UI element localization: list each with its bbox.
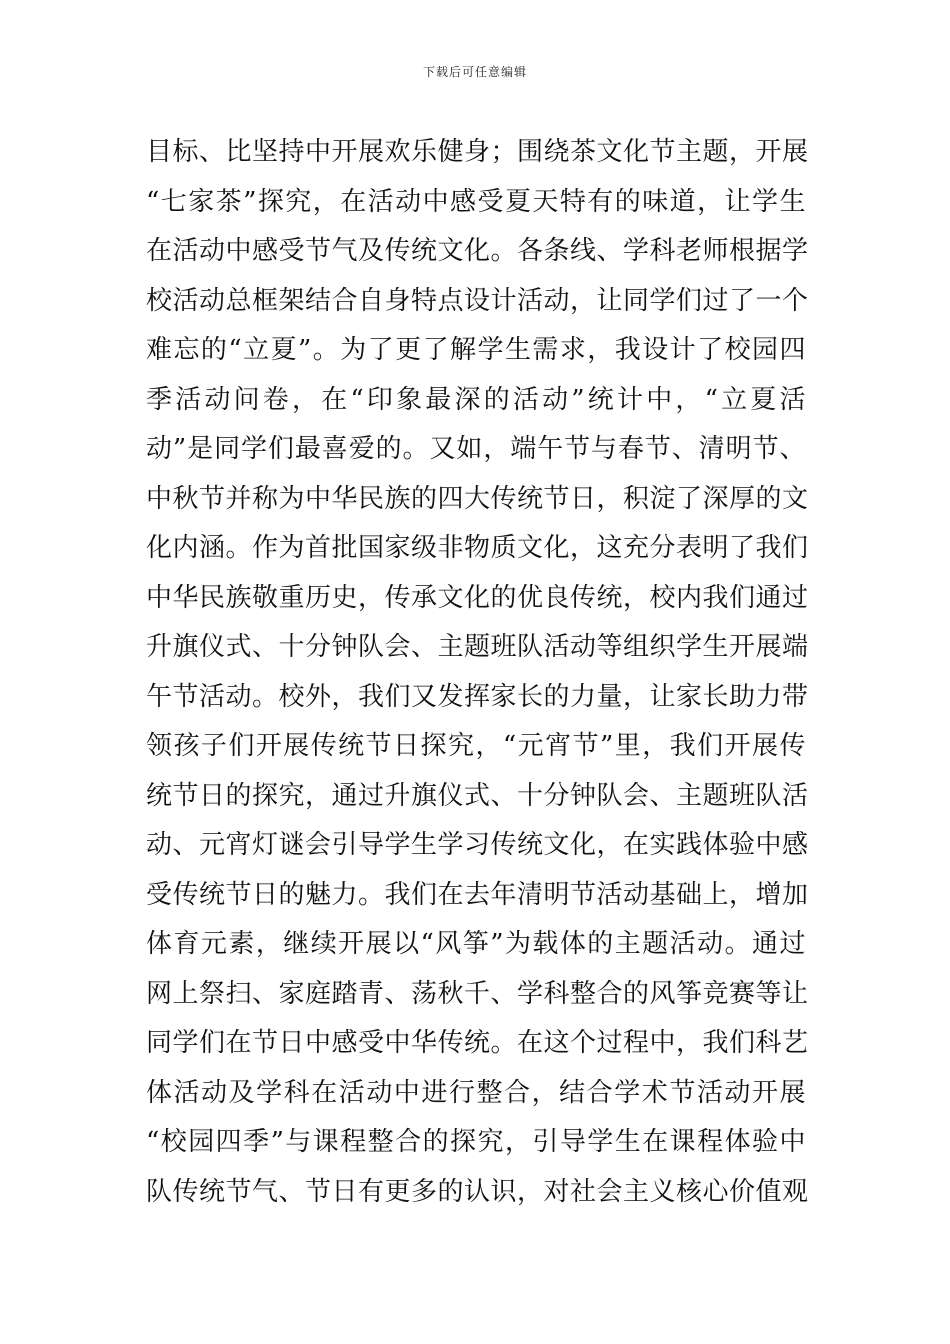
text-line: 动”是同学们最喜爱的。又如，端午节与春节、清明节、 [146, 434, 806, 464]
text-line: 受传统节日的魅力。我们在去年清明节活动基础上，增加 [146, 879, 809, 910]
text-line: 队传统节气、节日有更多的认识，对社会主义核心价值观 [146, 1176, 809, 1207]
text-line: 升旗仪式、十分钟队会、主题班队活动等组织学生开展端 [146, 632, 809, 662]
text-line: 目标、比坚持中开展欢乐健身；围绕茶文化节主题，开展 [146, 137, 809, 167]
text-line: 同学们在节日中感受中华传统。在这个过程中，我们科艺 [146, 1028, 809, 1058]
text-line: 动、元宵灯谜会引导学生学习传统文化，在实践体验中感 [146, 830, 809, 860]
text-line: 中秋节并称为中华民族的四大传统节日，积淀了深厚的文 [146, 483, 809, 514]
text-line: 体活动及学科在活动中进行整合，结合学术节活动开展 [146, 1077, 806, 1108]
text-line: 统节日的探究，通过升旗仪式、十分钟队会、主题班队活 [146, 780, 809, 811]
header-note: 下载后可任意编辑 [422, 65, 527, 79]
text-line: 季活动问卷，在“印象最深的活动”统计中，“立夏活 [146, 384, 806, 415]
text-line: 网上祭扫、家庭踏青、荡秋千、学科整合的风筝竞赛等让 [146, 978, 809, 1009]
body-text [146, 128, 809, 1217]
text-line: 校活动总框架结合自身特点设计活动，让同学们过了一个 [146, 285, 809, 316]
text-line: 化内涵。作为首批国家级非物质文化，这充分表明了我们 [146, 533, 809, 563]
text-line: 中华民族敬重历史，传承文化的优良传统，校内我们通过 [146, 582, 809, 613]
text-line: 午节活动。校外，我们又发挥家长的力量，让家长助力带 [146, 681, 809, 712]
text-line: 难忘的“立夏”。为了更了解学生需求，我设计了校园四 [146, 335, 806, 365]
text-line: 领孩子们开展传统节日探究，“元宵节”里，我们开展传 [146, 731, 806, 761]
text-line: “七家茶”探究，在活动中感受夏天特有的味道，让学生 [146, 186, 806, 217]
text-line: “校园四季”与课程整合的探究，引导学生在课程体验中 [146, 1127, 806, 1157]
text-line: 体育元素，继续开展以“风筝”为载体的主题活动。通过 [146, 929, 806, 959]
text-line: 在活动中感受节气及传统文化。各条线、学科老师根据学 [146, 236, 809, 266]
